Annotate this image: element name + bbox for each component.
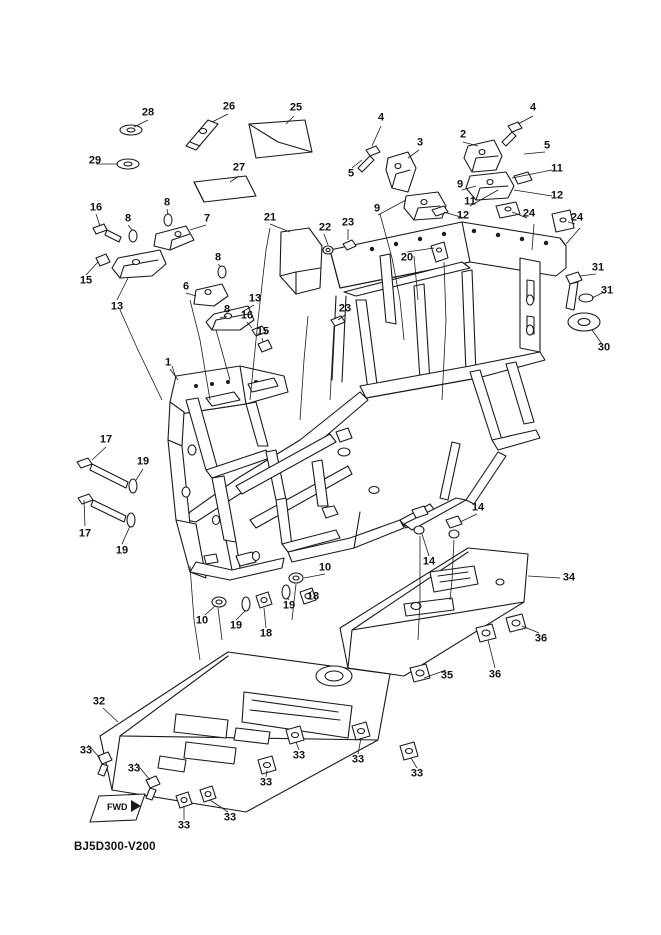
part-6-bracket [194,284,228,306]
callout-number: 27 [232,161,246,174]
part-16-bolt-upper-left [93,224,121,242]
part-8-washer-c [218,266,226,278]
part-31-washer [579,294,593,302]
part-19-collar-lower [127,513,135,527]
callout-number: 33 [259,776,273,789]
callout-number: 5 [543,139,551,152]
callout-number: 12 [456,209,470,222]
callout-number: 33 [127,762,141,775]
callout-number: 35 [440,669,454,682]
callout-number: 31 [600,284,614,297]
main-frame-assembly [168,222,566,580]
part-19-collar-upper [129,479,137,493]
part-17-bolt-upper [77,458,128,488]
callout-number: 8 [163,196,171,209]
callout-number: 26 [222,100,236,113]
callout-number: 18 [306,590,320,603]
callout-number: 13 [248,292,262,305]
callout-number: 33 [79,744,93,757]
callout-number: 24 [522,207,536,220]
part-8-washer-b [164,214,172,226]
part-18-nut-left [256,592,272,608]
callout-number: 36 [534,632,548,645]
callout-number: 36 [488,668,502,681]
part-19-collar-d [242,597,250,611]
part-25-cover [249,120,312,158]
callout-number: 11 [551,162,563,175]
part-3-bracket [386,152,416,192]
part-36-nut-left [476,624,496,642]
callout-number: 12 [550,189,564,202]
callout-number: 33 [223,811,237,824]
part-35-nut [410,664,430,682]
part-29-grommet [117,159,139,169]
callout-number: 3 [416,136,424,149]
callout-number: 28 [141,106,155,119]
part-31-bolt-upper [566,272,582,310]
part-9-11-12-bracket-left [404,192,448,220]
part-2-bracket-right [464,140,502,172]
fwd-direction-label: FWD [107,802,128,812]
callout-number: 2 [459,128,467,141]
callout-number: 34 [562,571,576,584]
callout-number: 17 [99,433,113,446]
callout-number: 10 [318,561,332,574]
callout-number: 11 [464,195,476,208]
part-7-bracket [154,226,194,250]
part-8-washer-a [129,230,137,242]
callout-number: 19 [229,619,243,632]
part-13-bracket-left [112,250,166,278]
callout-number: 9 [456,178,464,191]
callout-number: 22 [318,221,332,234]
callout-number: 19 [282,599,296,612]
callout-number: 25 [289,101,303,114]
callout-number: 21 [263,211,277,224]
part-14-bolt-upper [446,516,462,538]
callout-number: 14 [422,555,436,568]
callout-number: 20 [400,251,414,264]
callout-number: 30 [597,341,611,354]
callout-number: 9 [373,202,381,215]
callout-number: 1 [164,356,172,369]
part-17-bolt-lower [78,494,126,522]
callout-number: 13 [110,300,124,313]
callout-number: 19 [115,544,129,557]
callout-number: 5 [347,167,355,180]
part-23-bolt-lower [331,316,345,326]
part-15-nut-left [96,254,110,266]
callout-number: 8 [223,303,231,316]
part-4-bolt-left [358,146,380,172]
callout-number: 19 [136,455,150,468]
callout-number: 10 [195,614,209,627]
callout-number: 31 [591,261,605,274]
callout-number: 24 [570,211,584,224]
part-15-nut-right [258,340,272,352]
part-22-collar [323,246,333,254]
callout-number: 17 [78,527,92,540]
callout-number: 18 [259,627,273,640]
part-10-nut-left [212,597,226,607]
callout-number: 8 [124,212,132,225]
part-26-bracket [186,120,218,150]
part-19-collar-c [282,585,290,599]
part-32-skid-plate-front [100,652,390,812]
part-27-plate [194,176,256,202]
part-10-nut-right [289,573,303,583]
callout-number: 16 [240,309,254,322]
part-code-label: BJ5D300-V200 [74,841,156,853]
callout-number: 4 [377,111,385,124]
part-4-bolt-right [502,122,522,146]
callout-number: 4 [529,101,537,114]
callout-number: 16 [89,201,103,214]
callout-number: 7 [203,212,211,225]
callout-number: 29 [88,154,102,167]
callout-number: 8 [214,251,222,264]
callout-number: 23 [341,216,355,229]
part-24-clip-left [496,202,520,218]
callout-number: 14 [471,501,485,514]
part-30-bushing [568,313,600,331]
callout-number: 33 [292,749,306,762]
callout-number: 33 [177,819,191,832]
callout-number: 23 [338,302,352,315]
callout-number: 6 [182,280,190,293]
part-21-guard [280,228,322,294]
callout-number: 33 [351,753,365,766]
part-28-grommet [120,125,142,135]
callout-number: 32 [92,695,106,708]
callout-number: 15 [256,325,270,338]
callout-number: 15 [79,274,93,287]
part-36-nut-right [506,614,526,632]
callout-number: 33 [410,767,424,780]
